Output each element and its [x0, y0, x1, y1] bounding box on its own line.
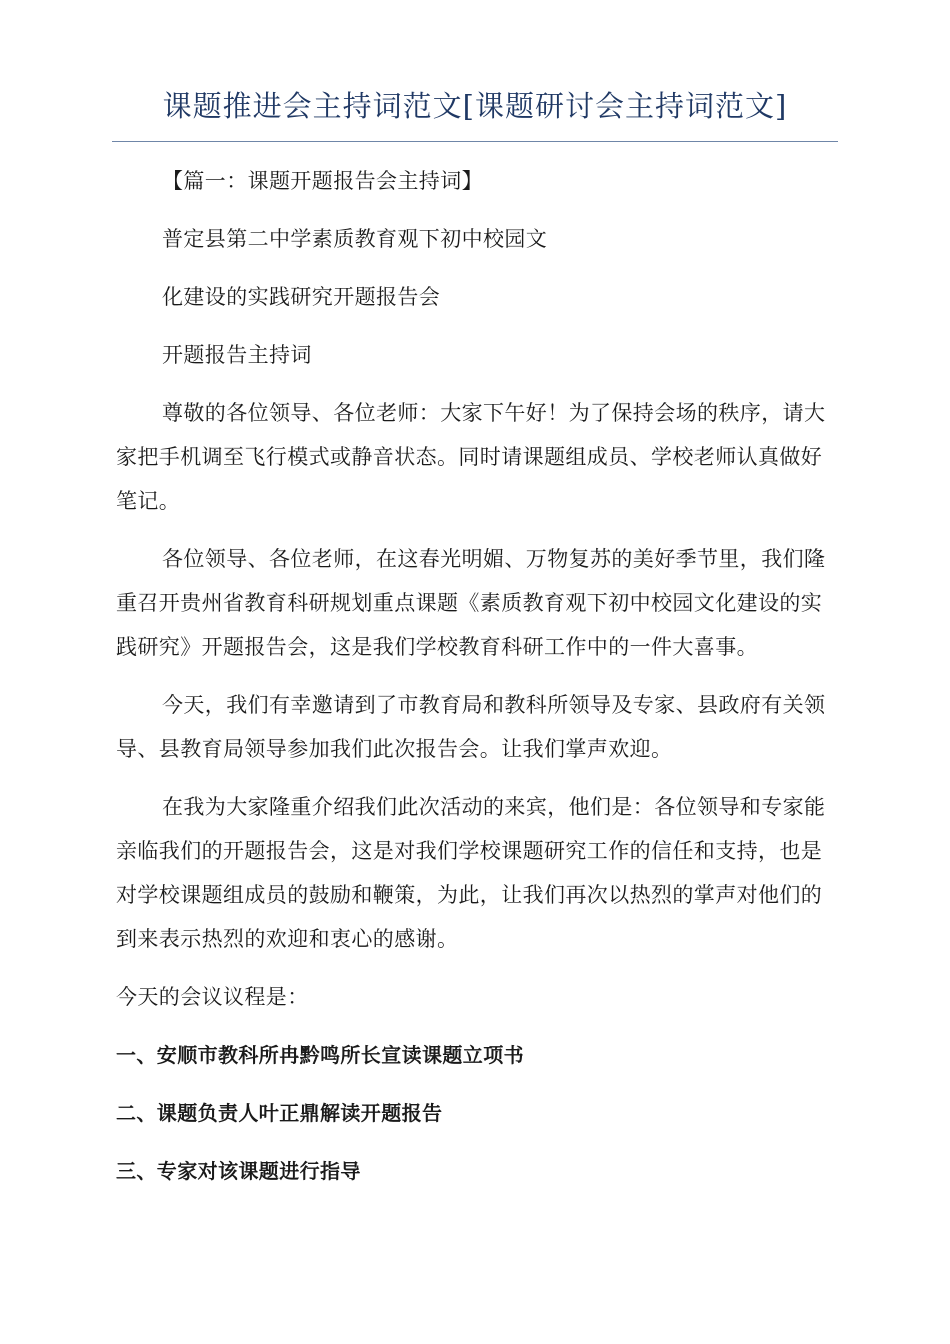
section-heading: 【篇一：课题开题报告会主持词】 [162, 169, 483, 193]
paragraph-greeting: 尊敬的各位领导、各位老师：大家下午好！为了保持会场的秩序，请大家把手机调至飞行模式或静音状态。同时请课题组成员、学校老师认真做好笔记。 [116, 401, 826, 513]
paragraph-subtitle-line-2: 化建设的实践研究开题报告会 [162, 285, 441, 309]
document-body [116, 159, 836, 1207]
paragraph-thanks: 在我为大家隆重介绍我们此次活动的来宾，他们是：各位领导和专家能亲临我们的开题报告会，这是对我们学校课题研究工作的信任和支持，也是对学校课题组成员的鼓励和鞭策，为此，让我们再次以热烈的掌声对他们的到来表示热烈的欢迎和衷心的感谢。 [116, 795, 826, 951]
document-title: 课题推进会主持词范文[课题研讨会主持词范文] [162, 89, 788, 123]
paragraph-subtitle-line-1: 普定县第二中学素质教育观下初中校园文 [162, 227, 548, 251]
paragraph-subtitle-line-3: 开题报告主持词 [162, 343, 312, 367]
paragraph-agenda-intro: 今天的会议议程是： [116, 985, 309, 1009]
agenda-item: 二、课题负责人叶正鼎解读开题报告 [116, 1101, 443, 1125]
paragraph-opening: 各位领导、各位老师，在这春光明媚、万物复苏的美好季节里，我们隆重召开贵州省教育科研规划重点课题《素质教育观下初中校园文化建设的实践研究》开题报告会，这是我们学校教育科研工作中的一件大喜事。 [116, 547, 826, 659]
agenda-item: 三、专家对该课题进行指导 [116, 1159, 361, 1183]
paragraph-guests: 今天，我们有幸邀请到了市教育局和教科所领导及专家、县政府有关领导、县教育局领导参加我们此次报告会。让我们掌声欢迎。 [116, 693, 826, 761]
title-underline [112, 141, 838, 142]
agenda-item: 一、安顺市教科所冉黔鸣所长宣读课题立项书 [116, 1043, 524, 1067]
